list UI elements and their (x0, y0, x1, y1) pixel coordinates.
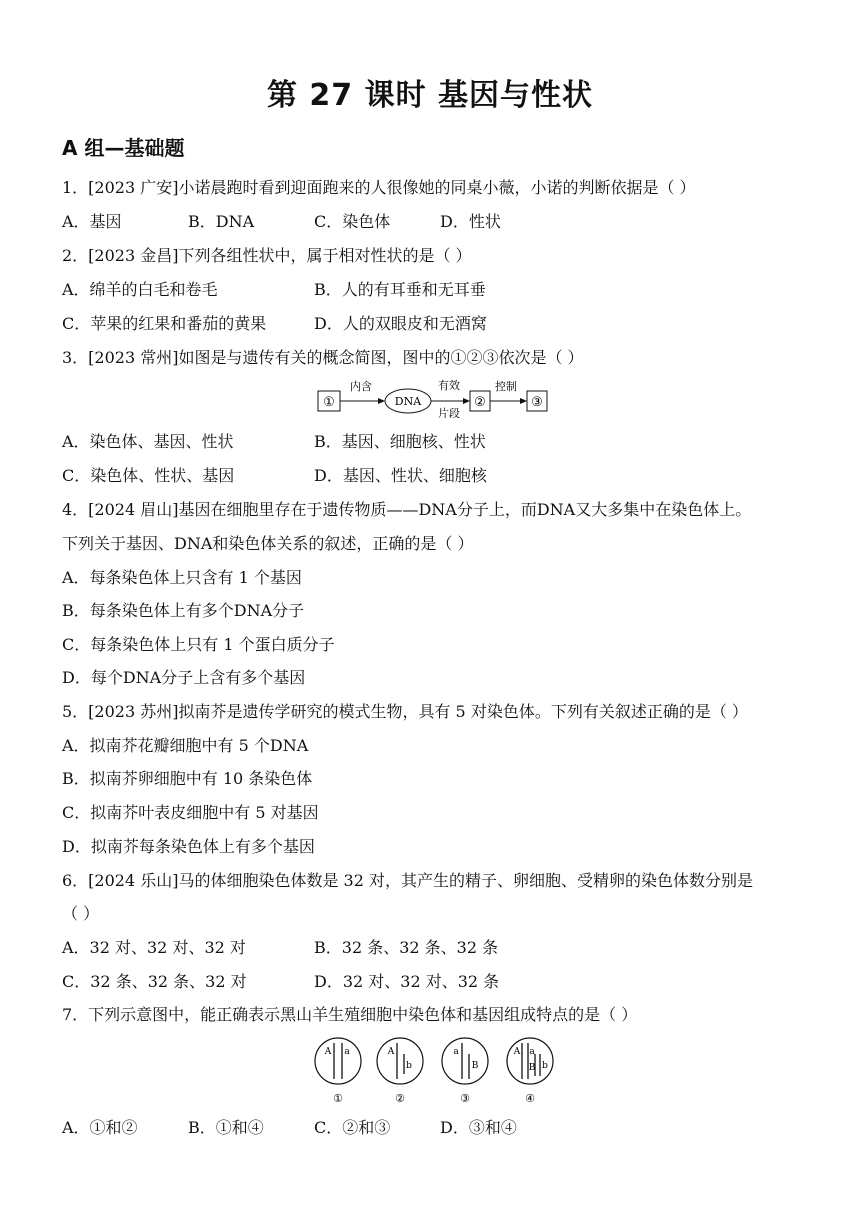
q5-option-a: A．拟南芥花瓣细胞中有 5 个DNA (62, 736, 309, 755)
q7-option-b: B．①和④ (188, 1118, 264, 1137)
svg-text:a: a (344, 1047, 350, 1057)
box-2 (470, 391, 490, 411)
cell-2-diagram (377, 1038, 423, 1105)
q2-option-a: A．绵羊的白毛和卷毛 (62, 280, 218, 299)
q4-stem-line1: 4．[2024 眉山]基因在细胞里存在于遗传物质——DNA分子上，而DNA又大多集中在染色体上。 (62, 500, 752, 519)
q6-stem-line1: 6．[2024 乐山]马的体细胞染色体数是 32 对，其产生的精子、卵细胞、受精卵的染色体数分别是 (62, 871, 754, 890)
arrow-1-label: 内含 (350, 380, 372, 393)
section-heading: A 组—基础题 (62, 136, 185, 160)
q1-option-b: B．DNA (188, 212, 255, 231)
q1-option-d: D．性状 (440, 212, 501, 231)
q4-stem-line2: 下列关于基因、DNA和染色体关系的叙述，正确的是（ ） (62, 534, 474, 553)
svg-text:③: ③ (531, 395, 543, 410)
q6-stem-line2: （ ） (62, 904, 100, 923)
q4-option-d: D．每个DNA分子上含有多个基因 (62, 668, 306, 687)
q7-option-a: A．①和② (62, 1118, 138, 1137)
q5-stem: 5．[2023 苏州]拟南芥是遗传学研究的模式生物，具有 5 对染色体。下列有关叙述正确的是（ ） (62, 702, 748, 721)
q5-option-d: D．拟南芥每条染色体上有多个基因 (62, 837, 315, 856)
svg-text:DNA: DNA (394, 395, 422, 408)
q4-option-c: C．每条染色体上只有 1 个蛋白质分子 (62, 635, 335, 654)
cell-diagrams (308, 1034, 558, 1106)
q3-option-c: C．染色体、性状、基因 (62, 466, 235, 485)
svg-text:B: B (528, 1063, 536, 1073)
q1-stem: 1．[2023 广安]小诺晨跑时看到迎面跑来的人很像她的同桌小薇，小诺的判断依据是（ ） (62, 178, 696, 197)
dna-ellipse (385, 389, 431, 413)
svg-text:③: ③ (460, 1092, 470, 1105)
q4-option-b: B．每条染色体上有多个DNA分子 (62, 601, 305, 620)
q4-option-a: A．每条染色体上只含有 1 个基因 (62, 568, 302, 587)
cell-3-diagram (442, 1038, 488, 1105)
page-title: 第 27 课时 基因与性状 (266, 78, 594, 113)
q3-option-a: A．染色体、基因、性状 (62, 432, 234, 451)
svg-text:b: b (542, 1061, 548, 1071)
q6-option-a: A．32 对、32 对、32 对 (62, 938, 246, 957)
svg-text:A: A (387, 1047, 395, 1057)
svg-text:④: ④ (525, 1092, 535, 1105)
q7-option-d: D．③和④ (440, 1118, 517, 1137)
q3-option-d: D．基因、性状、细胞核 (314, 466, 487, 485)
q7-stem: 7．下列示意图中，能正确表示黑山羊生殖细胞中染色体和基因组成特点的是（ ） (62, 1005, 638, 1024)
svg-text:A: A (324, 1047, 332, 1057)
q2-option-b: B．人的有耳垂和无耳垂 (314, 280, 486, 299)
svg-text:①: ① (323, 395, 335, 410)
q1-option-a: A．基因 (62, 212, 122, 231)
q6-option-c: C．32 条、32 条、32 对 (62, 972, 247, 991)
cell-1-diagram (315, 1038, 361, 1105)
q2-option-c: C．苹果的红果和番茄的黄果 (62, 314, 267, 333)
box-1 (318, 391, 340, 411)
concept-diagram (310, 374, 560, 418)
q5-option-b: B．拟南芥卵细胞中有 10 条染色体 (62, 769, 313, 788)
q3-option-b: B．基因、细胞核、性状 (314, 432, 486, 451)
svg-text:a: a (529, 1047, 535, 1057)
q2-option-d: D．人的双眼皮和无酒窝 (314, 314, 487, 333)
arrow-3-label: 控制 (495, 380, 517, 393)
q6-option-d: D．32 对、32 对、32 条 (314, 972, 500, 991)
svg-text:a: a (453, 1047, 459, 1057)
svg-text:①: ① (333, 1092, 343, 1105)
q6-option-b: B．32 条、32 条、32 条 (314, 938, 499, 957)
svg-text:A: A (513, 1047, 521, 1057)
q3-stem: 3．[2023 常州]如图是与遗传有关的概念简图，图中的①②③依次是（ ） (62, 348, 584, 367)
cell-4-diagram (507, 1038, 553, 1105)
q5-option-c: C．拟南芥叶表皮细胞中有 5 对基因 (62, 803, 319, 822)
q1-option-c: C．染色体 (314, 212, 391, 231)
q7-option-c: C．②和③ (314, 1118, 391, 1137)
arrow-2-label-top: 有效 (438, 379, 460, 392)
svg-text:②: ② (395, 1092, 405, 1105)
svg-text:B: B (471, 1061, 479, 1071)
q2-stem: 2．[2023 金昌]下列各组性状中，属于相对性状的是（ ） (62, 246, 472, 265)
arrow-2-label-bottom: 片段 (438, 407, 460, 418)
box-3 (527, 391, 547, 411)
svg-text:b: b (406, 1061, 412, 1071)
svg-text:②: ② (474, 395, 486, 410)
